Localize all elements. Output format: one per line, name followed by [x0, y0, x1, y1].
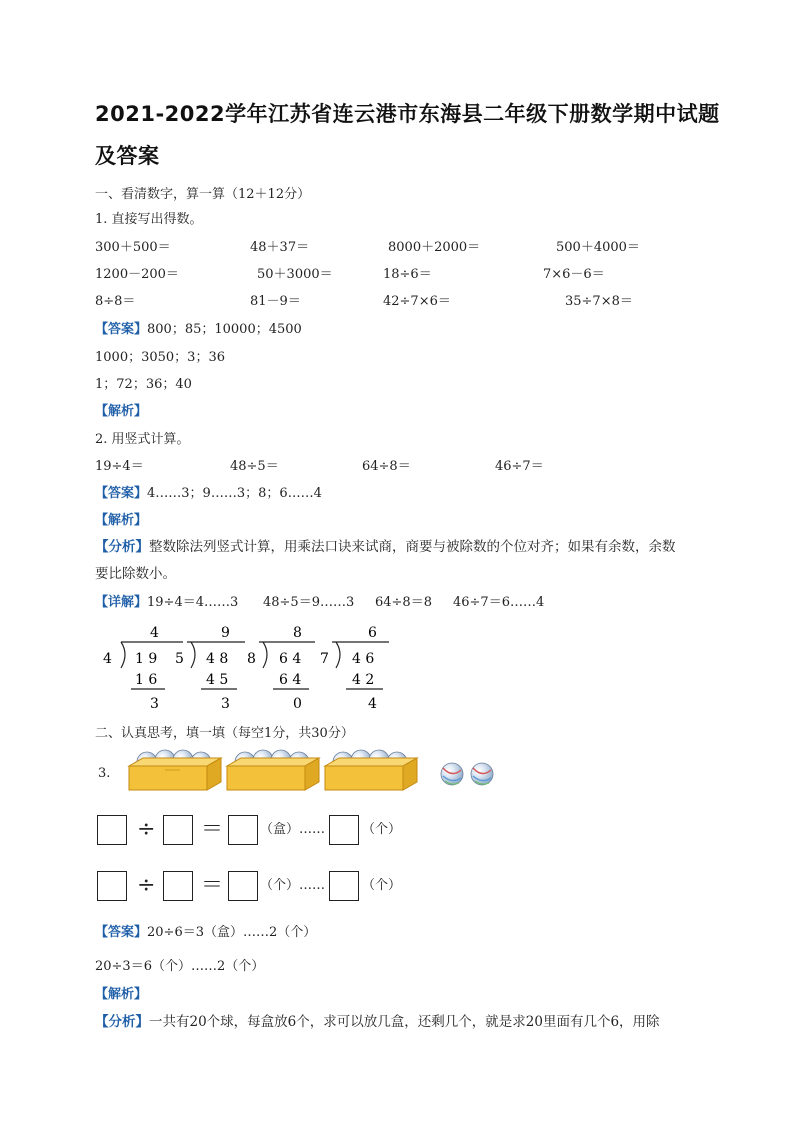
q3-label: 3.: [98, 766, 111, 781]
quotient: 9: [221, 625, 230, 641]
detail: [95, 591, 238, 610]
detail-label: 【详解】: [95, 595, 148, 610]
remainder: 3: [150, 696, 159, 712]
equals-sign: ＝: [201, 817, 224, 842]
unit-ge: （个）: [362, 822, 402, 837]
fenxi: [95, 1010, 660, 1030]
analysis-label: 【解析】: [95, 987, 148, 1002]
dividend: 1 9: [135, 651, 158, 667]
fenxi-text-cont: 要比除数小。: [95, 566, 176, 582]
dividend: 6 4: [279, 651, 302, 667]
loose-ball: [441, 763, 463, 785]
divide-sign: ÷: [137, 873, 156, 898]
answer-text: 800；85；10000；4500: [147, 322, 302, 337]
q1-item: 300＋500＝: [95, 240, 171, 255]
remainder: 0: [293, 696, 302, 712]
q2-item: 48÷5＝: [230, 459, 279, 474]
divisor: 4: [103, 651, 112, 667]
q1-item: 50＋3000＝: [257, 267, 333, 282]
equals-sign: ＝: [201, 873, 224, 898]
page-title: 2021-2022学年江苏省连云港市东海县二年级下册数学期中试题: [95, 102, 720, 126]
q2-item: 64÷8＝: [362, 459, 411, 474]
q1-item: 8000＋2000＝: [388, 240, 481, 255]
analysis-label: 【解析】: [95, 404, 148, 419]
q1-item: 8÷8＝: [95, 294, 136, 309]
answer-text: 4……3；9……3；8；6……4: [147, 486, 322, 501]
dividend: 4 6: [352, 651, 375, 667]
unit-ge: （个）: [260, 878, 300, 893]
quotient: 6: [368, 625, 377, 641]
blank-box[interactable]: [329, 815, 359, 845]
detail-item: 46÷7＝6……4: [453, 595, 545, 610]
remainder: 3: [221, 696, 230, 712]
dividend: 4 8: [206, 651, 229, 667]
q1-item: 1200－200＝: [95, 267, 179, 282]
dots: ……: [299, 822, 326, 837]
q1-item: 500＋4000＝: [556, 240, 640, 255]
fenxi-label: 【分析】: [95, 1014, 149, 1030]
ball-box: [227, 750, 319, 790]
q1-answer: [95, 318, 302, 337]
unit-label: [260, 815, 325, 845]
q1-item: 42÷7×6＝: [383, 294, 451, 309]
section2-heading: 二、认真思考，填一填（每空1分，共30分）: [95, 726, 354, 741]
long-division-3: [247, 625, 315, 712]
q1-item: 81－9＝: [250, 294, 301, 309]
fenxi-text: 整数除法列竖式计算，用乘法口诀来试商，商要与被除数的个位对齐；如果有余数，余数: [149, 539, 676, 555]
blank-box[interactable]: [97, 815, 127, 845]
fenxi-text: 一共有20个球，每盒放6个，求可以放几盒，还剩几个，就是求20里面有几个6，用除: [149, 1014, 660, 1030]
divisor: 7: [320, 651, 329, 667]
remainder: 4: [368, 696, 377, 712]
quotient: 8: [293, 625, 302, 641]
answer-label: 【答案】: [95, 322, 148, 337]
answer-text: 20÷3＝6（个）……2（个）: [95, 959, 265, 974]
fenxi: [95, 535, 676, 555]
blank-box[interactable]: [163, 871, 193, 901]
answer-text: 1000；3050；3；36: [95, 350, 225, 365]
product: 6 4: [279, 672, 302, 688]
answer-text: 20÷6＝3（盒）……2（个）: [147, 925, 317, 940]
q1-title: 1. 直接写出得数。: [95, 212, 203, 227]
product: 4 2: [352, 672, 375, 688]
unit-ge: （个）: [362, 878, 402, 893]
q2-item: 46÷7＝: [495, 459, 544, 474]
ball-boxes-illustration: [125, 748, 505, 800]
divisor: 8: [247, 651, 256, 667]
long-division-1: [103, 625, 183, 712]
detail-item: 48÷5＝9……3: [263, 595, 355, 610]
product: 1 6: [135, 672, 158, 688]
fenxi-label: 【分析】: [95, 539, 149, 555]
ball-box: [325, 750, 417, 790]
unit-label: [260, 871, 325, 901]
q1-item: 7×6－6＝: [543, 267, 605, 282]
unit-box: （盒）: [260, 822, 300, 837]
ball-box: [129, 750, 221, 790]
long-division-4: [320, 625, 389, 712]
q1-item: 35÷7×8＝: [565, 294, 633, 309]
q2-item: 19÷4＝: [95, 459, 144, 474]
blank-box[interactable]: [97, 871, 127, 901]
q2-answer: [95, 482, 322, 501]
long-division-figure: [95, 618, 395, 713]
divide-sign: ÷: [137, 817, 156, 842]
detail-item: 64÷8＝8: [375, 595, 432, 610]
q2-title: 2. 用竖式计算。: [95, 432, 190, 447]
quotient: 4: [150, 625, 159, 641]
answer-label: 【答案】: [95, 925, 148, 940]
q1-item: 48＋37＝: [250, 240, 310, 255]
detail-item: 19÷4＝4……3: [147, 595, 239, 610]
blank-box[interactable]: [329, 871, 359, 901]
product: 4 5: [206, 672, 229, 688]
loose-ball: [471, 763, 493, 785]
dots: ……: [299, 878, 326, 893]
answer-text: 1；72；36；40: [95, 377, 192, 392]
q1-item: 18÷6＝: [383, 267, 432, 282]
analysis-label: 【解析】: [95, 513, 148, 528]
blank-box[interactable]: [163, 815, 193, 845]
blank-box[interactable]: [228, 871, 258, 901]
page-title-cont: 及答案: [95, 144, 160, 168]
answer-label: 【答案】: [95, 486, 148, 501]
section1-heading: 一、看清数字，算一算（12＋12分）: [95, 187, 311, 202]
divisor: 5: [175, 651, 184, 667]
blank-box[interactable]: [228, 815, 258, 845]
q3-answer: [95, 921, 316, 940]
long-division-2: [175, 625, 245, 712]
